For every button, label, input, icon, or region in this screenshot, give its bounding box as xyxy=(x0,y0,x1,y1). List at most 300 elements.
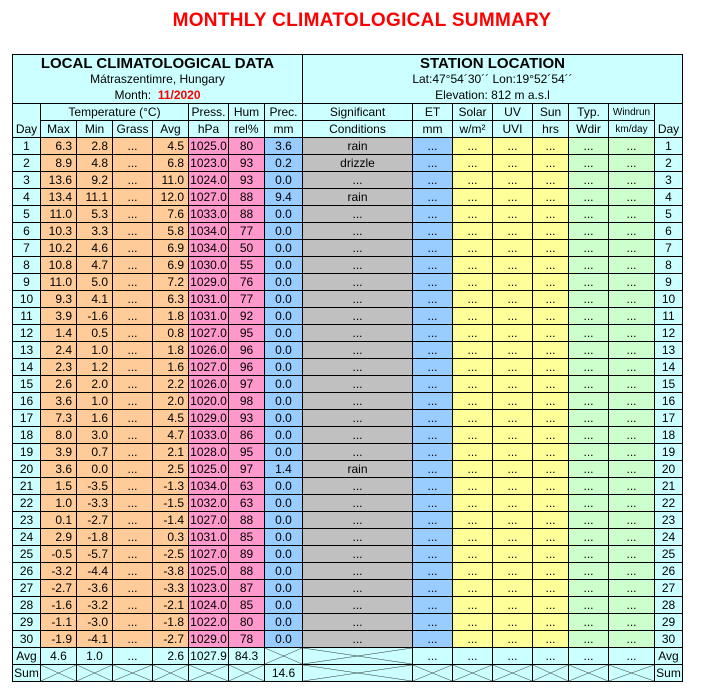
hum-cell: 96 xyxy=(229,342,265,359)
table-row xyxy=(13,444,683,461)
conditions-cell: ... xyxy=(303,563,413,580)
typ-cell: ... xyxy=(569,444,609,461)
grass-cell: ... xyxy=(113,444,153,461)
sum-label: Sum xyxy=(14,665,39,680)
solar-cell: ... xyxy=(453,223,493,240)
hum-cell: 97 xyxy=(229,376,265,393)
avg-cell: -1.8 xyxy=(153,614,189,631)
avg-cell: 5.8 xyxy=(153,223,189,240)
day-cell: 23 xyxy=(13,512,41,529)
sum-avg-cross xyxy=(153,665,189,682)
solar-cell: ... xyxy=(453,291,493,308)
table-row xyxy=(13,614,683,631)
sun-cell: ... xyxy=(533,240,569,257)
station-place: Mátraszentimre, Hungary xyxy=(13,71,303,87)
uv-cell: ... xyxy=(493,206,533,223)
conditions-cell: ... xyxy=(303,308,413,325)
prec-cell: 0.0 xyxy=(265,614,303,631)
table-row xyxy=(13,495,683,512)
conditions-cell: ... xyxy=(303,274,413,291)
prec-cell: 0.0 xyxy=(265,546,303,563)
et-cell: ... xyxy=(413,376,453,393)
typ-cell: ... xyxy=(569,223,609,240)
sum-sun-cross xyxy=(533,665,569,682)
solar-cell: ... xyxy=(453,597,493,614)
day-right-cell: 7 xyxy=(655,240,683,257)
day-right-cell: 18 xyxy=(655,427,683,444)
typ-cell: ... xyxy=(569,427,609,444)
solar-cell: ... xyxy=(453,563,493,580)
prec-cell: 0.0 xyxy=(265,172,303,189)
press-cell: 1030.0 xyxy=(190,257,227,272)
press-cell: 1029.0 xyxy=(190,410,227,425)
typ-cell: ... xyxy=(569,291,609,308)
avg-cell: -1.4 xyxy=(153,512,189,529)
station-coordinates: Lat:47°54´30´´ Lon:19°52´54´´ xyxy=(303,71,683,87)
day-cell: 13 xyxy=(13,342,41,359)
hum-cell: 93 xyxy=(229,410,265,427)
min-cell: 1.0 xyxy=(77,342,113,359)
press-cell: 1027.0 xyxy=(190,189,227,204)
table-row xyxy=(13,529,683,546)
max-cell: 6.3 xyxy=(41,138,77,155)
conditions-cell: drizzle xyxy=(303,155,413,172)
sun-cell: ... xyxy=(533,495,569,512)
et-cell: ... xyxy=(413,274,453,291)
header-day-right: Day xyxy=(655,104,683,138)
min-cell: 5.0 xyxy=(77,274,113,291)
prec-cell: 1.4 xyxy=(265,461,303,478)
sun-cell: ... xyxy=(533,189,569,206)
press-cell: 1025.0 xyxy=(190,563,227,578)
day-right-cell: 2 xyxy=(655,155,683,172)
hum-cell: 63 xyxy=(229,495,265,512)
sun-cell: ... xyxy=(533,461,569,478)
header-press: Press. xyxy=(189,104,229,121)
day-cell: 14 xyxy=(13,359,41,376)
hum-cell: 80 xyxy=(229,138,265,155)
grass-cell: ... xyxy=(113,393,153,410)
uv-cell: ... xyxy=(493,189,533,206)
day-right-cell: 15 xyxy=(655,376,683,393)
station-elevation: Elevation: 812 m a.s.l xyxy=(303,87,683,104)
conditions-cell: ... xyxy=(303,325,413,342)
press-cell: 1034.0 xyxy=(190,478,227,493)
grass-cell: ... xyxy=(113,155,153,172)
day-right-cell: 14 xyxy=(655,359,683,376)
day-cell: 11 xyxy=(13,308,41,325)
avg-sun: ... xyxy=(533,648,569,665)
press-cell: 1027.0 xyxy=(190,512,227,527)
max-cell: 13.6 xyxy=(41,172,77,189)
solar-cell: ... xyxy=(453,631,493,648)
avg-uv: ... xyxy=(493,648,533,665)
hum-cell: 96 xyxy=(229,359,265,376)
et-cell: ... xyxy=(413,495,453,512)
month-label: Month: xyxy=(114,87,152,102)
table-row xyxy=(13,155,683,172)
header-sun-unit: hrs xyxy=(533,121,569,138)
header-temperature: Temperature (°C) xyxy=(41,104,189,121)
typ-cell: ... xyxy=(569,189,609,206)
sun-cell: ... xyxy=(533,393,569,410)
sum-label-right: Sum xyxy=(656,665,681,680)
avg-cell: -2.7 xyxy=(153,631,189,648)
avg-label-right: Avg xyxy=(655,648,683,665)
avg-cell: 1.8 xyxy=(153,342,189,359)
uv-cell: ... xyxy=(493,478,533,495)
et-cell: ... xyxy=(413,206,453,223)
min-cell: -4.4 xyxy=(77,563,113,580)
grass-cell: ... xyxy=(113,512,153,529)
uv-cell: ... xyxy=(493,257,533,274)
conditions-cell: ... xyxy=(303,376,413,393)
solar-cell: ... xyxy=(453,546,493,563)
windrun-cell: ... xyxy=(609,223,655,240)
day-cell: 28 xyxy=(13,597,41,614)
sum-solar-cross xyxy=(453,665,493,682)
avg-row xyxy=(13,648,683,665)
day-cell: 30 xyxy=(13,631,41,648)
solar-cell: ... xyxy=(453,512,493,529)
day-right-cell: 21 xyxy=(655,478,683,495)
day-cell: 12 xyxy=(13,325,41,342)
grass-cell: ... xyxy=(113,206,153,223)
sun-cell: ... xyxy=(533,546,569,563)
max-cell: 3.6 xyxy=(41,461,77,478)
hum-cell: 80 xyxy=(229,614,265,631)
min-cell: 3.0 xyxy=(77,427,113,444)
hum-cell: 85 xyxy=(229,597,265,614)
solar-cell: ... xyxy=(453,257,493,274)
sun-cell: ... xyxy=(533,325,569,342)
uv-cell: ... xyxy=(493,308,533,325)
avg-cell: 12.0 xyxy=(153,189,189,206)
conditions-cell: rain xyxy=(303,138,413,155)
grass-cell: ... xyxy=(113,308,153,325)
et-cell: ... xyxy=(413,427,453,444)
station-location-heading: STATION LOCATION xyxy=(303,55,683,72)
windrun-cell: ... xyxy=(609,172,655,189)
sum-typ-cross xyxy=(569,665,609,682)
sun-cell: ... xyxy=(533,376,569,393)
day-cell: 2 xyxy=(13,155,41,172)
conditions-cell: ... xyxy=(303,529,413,546)
min-cell: 4.8 xyxy=(77,155,113,172)
sun-cell: ... xyxy=(533,291,569,308)
grass-cell: ... xyxy=(113,410,153,427)
grass-cell: ... xyxy=(113,172,153,189)
press-cell: 1025.0 xyxy=(190,461,227,476)
solar-cell: ... xyxy=(453,206,493,223)
min-cell: 0.0 xyxy=(77,461,113,478)
windrun-cell: ... xyxy=(609,376,655,393)
uv-cell: ... xyxy=(493,376,533,393)
max-cell: 11.0 xyxy=(41,274,77,291)
uv-cell: ... xyxy=(493,512,533,529)
avg-cell: -1.5 xyxy=(153,495,189,512)
et-cell: ... xyxy=(413,580,453,597)
typ-cell: ... xyxy=(569,495,609,512)
conditions-cell: ... xyxy=(303,257,413,274)
conditions-cell: ... xyxy=(303,427,413,444)
prec-cell: 0.0 xyxy=(265,308,303,325)
sum-max-cross xyxy=(41,665,77,682)
prec-cell: 0.0 xyxy=(265,410,303,427)
table-row xyxy=(13,512,683,529)
hum-cell: 88 xyxy=(229,189,265,206)
header-windrun: Windrun xyxy=(609,104,655,121)
hum-cell: 78 xyxy=(229,631,265,648)
day-right-cell: 25 xyxy=(655,546,683,563)
min-cell: -3.6 xyxy=(77,580,113,597)
grass-cell: ... xyxy=(113,376,153,393)
prec-cell: 0.0 xyxy=(265,257,303,274)
uv-cell: ... xyxy=(493,495,533,512)
table-row xyxy=(13,189,683,206)
sun-cell: ... xyxy=(533,172,569,189)
max-cell: 2.6 xyxy=(41,376,77,393)
press-cell: 1029.0 xyxy=(190,274,227,289)
windrun-cell: ... xyxy=(609,240,655,257)
max-cell: 7.3 xyxy=(41,410,77,427)
header-solar: Solar xyxy=(453,104,493,121)
max-cell: 11.0 xyxy=(41,206,77,223)
uv-cell: ... xyxy=(493,342,533,359)
solar-cell: ... xyxy=(453,308,493,325)
avg-cell: 0.8 xyxy=(153,325,189,342)
max-cell: 2.9 xyxy=(41,529,77,546)
hum-cell: 95 xyxy=(229,325,265,342)
et-cell: ... xyxy=(413,240,453,257)
typ-cell: ... xyxy=(569,359,609,376)
day-right-cell: 29 xyxy=(655,614,683,631)
et-cell: ... xyxy=(413,223,453,240)
sun-cell: ... xyxy=(533,342,569,359)
conditions-cell: ... xyxy=(303,546,413,563)
avg-typ: ... xyxy=(569,648,609,665)
typ-cell: ... xyxy=(569,393,609,410)
sum-et-cross xyxy=(413,665,453,682)
press-cell: 1034.0 xyxy=(190,240,227,255)
solar-cell: ... xyxy=(453,359,493,376)
sun-cell: ... xyxy=(533,580,569,597)
press-cell: 1028.0 xyxy=(190,444,227,459)
prec-cell: 0.0 xyxy=(265,206,303,223)
avg-cell: 7.2 xyxy=(153,274,189,291)
day-right-cell: 17 xyxy=(655,410,683,427)
conditions-cell: ... xyxy=(303,410,413,427)
table-row xyxy=(13,427,683,444)
min-cell: -3.2 xyxy=(77,597,113,614)
header-et-unit: mm xyxy=(413,121,453,138)
uv-cell: ... xyxy=(493,359,533,376)
press-cell: 1022.0 xyxy=(190,614,227,629)
prec-cell: 0.0 xyxy=(265,529,303,546)
header-hum-unit: rel% xyxy=(229,121,265,138)
hum-cell: 98 xyxy=(229,393,265,410)
max-cell: -2.7 xyxy=(41,580,77,597)
hum-cell: 63 xyxy=(229,478,265,495)
press-cell: 1026.0 xyxy=(190,376,227,391)
et-cell: ... xyxy=(413,189,453,206)
day-right-cell: 20 xyxy=(655,461,683,478)
conditions-cell: rain xyxy=(303,189,413,206)
sun-cell: ... xyxy=(533,478,569,495)
min-cell: 5.3 xyxy=(77,206,113,223)
grass-cell: ... xyxy=(113,274,153,291)
hum-cell: 93 xyxy=(229,172,265,189)
month-line xyxy=(13,87,303,104)
max-cell: 10.2 xyxy=(41,240,77,257)
windrun-cell: ... xyxy=(609,257,655,274)
et-cell: ... xyxy=(413,325,453,342)
grass-cell: ... xyxy=(113,325,153,342)
day-right-cell: 13 xyxy=(655,342,683,359)
table-row xyxy=(13,410,683,427)
max-cell: 2.4 xyxy=(41,342,77,359)
min-cell: 9.2 xyxy=(77,172,113,189)
et-cell: ... xyxy=(413,614,453,631)
day-right-cell: 3 xyxy=(655,172,683,189)
hum-cell: 77 xyxy=(229,223,265,240)
day-cell: 8 xyxy=(13,257,41,274)
typ-cell: ... xyxy=(569,172,609,189)
windrun-cell: ... xyxy=(609,325,655,342)
max-cell: 3.6 xyxy=(41,393,77,410)
conditions-cell: ... xyxy=(303,512,413,529)
header-significant: Significant xyxy=(303,104,413,121)
sun-cell: ... xyxy=(533,155,569,172)
sun-cell: ... xyxy=(533,274,569,291)
uv-cell: ... xyxy=(493,325,533,342)
grass-cell: ... xyxy=(113,563,153,580)
windrun-cell: ... xyxy=(609,563,655,580)
conditions-cell: ... xyxy=(303,393,413,410)
grass-cell: ... xyxy=(113,257,153,274)
hum-cell: 97 xyxy=(229,461,265,478)
solar-cell: ... xyxy=(453,393,493,410)
table-row xyxy=(13,291,683,308)
conditions-cell: rain xyxy=(303,461,413,478)
header-grass: Grass xyxy=(113,121,153,138)
grass-cell: ... xyxy=(113,138,153,155)
hum-cell: 92 xyxy=(229,308,265,325)
uv-cell: ... xyxy=(493,529,533,546)
avg-cell: 1.8 xyxy=(153,308,189,325)
windrun-cell: ... xyxy=(609,138,655,155)
day-right-cell: 5 xyxy=(655,206,683,223)
avg-cell: -2.1 xyxy=(153,597,189,614)
hum-cell: 86 xyxy=(229,427,265,444)
sum-windrun-cross xyxy=(609,665,655,682)
max-cell: 8.0 xyxy=(41,427,77,444)
min-cell: 1.2 xyxy=(77,359,113,376)
max-cell: 1.5 xyxy=(41,478,77,495)
table-row xyxy=(13,325,683,342)
day-cell: 17 xyxy=(13,410,41,427)
sun-cell: ... xyxy=(533,631,569,648)
typ-cell: ... xyxy=(569,631,609,648)
sun-cell: ... xyxy=(533,359,569,376)
press-cell: 1027.0 xyxy=(190,325,227,340)
max-cell: 1.4 xyxy=(41,325,77,342)
avg-min: 1.0 xyxy=(77,648,113,665)
uv-cell: ... xyxy=(493,291,533,308)
et-cell: ... xyxy=(413,529,453,546)
min-cell: -3.5 xyxy=(77,478,113,495)
max-cell: 3.9 xyxy=(41,308,77,325)
windrun-cell: ... xyxy=(609,155,655,172)
header-hum: Hum xyxy=(229,104,265,121)
solar-cell: ... xyxy=(453,461,493,478)
uv-cell: ... xyxy=(493,546,533,563)
table-row xyxy=(13,342,683,359)
et-cell: ... xyxy=(413,172,453,189)
sum-row xyxy=(13,665,683,682)
typ-cell: ... xyxy=(569,240,609,257)
max-cell: 9.3 xyxy=(41,291,77,308)
typ-cell: ... xyxy=(569,206,609,223)
day-cell: 21 xyxy=(13,478,41,495)
avg-cell: 4.7 xyxy=(153,427,189,444)
avg-cell: 2.5 xyxy=(153,461,189,478)
min-cell: -4.1 xyxy=(77,631,113,648)
min-cell: 4.7 xyxy=(77,257,113,274)
prec-cell: 0.0 xyxy=(265,495,303,512)
uv-cell: ... xyxy=(493,410,533,427)
typ-cell: ... xyxy=(569,308,609,325)
day-right-cell: 1 xyxy=(655,138,683,155)
conditions-cell: ... xyxy=(303,342,413,359)
sum-grass-cross xyxy=(113,665,153,682)
press-cell: 1033.0 xyxy=(190,427,227,442)
solar-cell: ... xyxy=(453,155,493,172)
conditions-cell: ... xyxy=(303,206,413,223)
windrun-cell: ... xyxy=(609,206,655,223)
solar-cell: ... xyxy=(453,172,493,189)
sun-cell: ... xyxy=(533,138,569,155)
typ-cell: ... xyxy=(569,274,609,291)
grass-cell: ... xyxy=(113,631,153,648)
windrun-cell: ... xyxy=(609,461,655,478)
day-cell: 10 xyxy=(13,291,41,308)
hum-cell: 76 xyxy=(229,274,265,291)
sun-cell: ... xyxy=(533,563,569,580)
sun-cell: ... xyxy=(533,206,569,223)
prec-cell: 0.0 xyxy=(265,223,303,240)
conditions-cell: ... xyxy=(303,614,413,631)
uv-cell: ... xyxy=(493,427,533,444)
press-cell: 1020.0 xyxy=(190,393,227,408)
grass-cell: ... xyxy=(113,597,153,614)
typ-cell: ... xyxy=(569,155,609,172)
avg-cell: 4.5 xyxy=(153,410,189,427)
windrun-cell: ... xyxy=(609,580,655,597)
uv-cell: ... xyxy=(493,240,533,257)
header-day: Day xyxy=(13,104,41,138)
solar-cell: ... xyxy=(453,444,493,461)
prec-cell: 9.4 xyxy=(265,189,303,206)
sun-cell: ... xyxy=(533,597,569,614)
sun-cell: ... xyxy=(533,512,569,529)
windrun-cell: ... xyxy=(609,291,655,308)
header-solar-unit: w/m² xyxy=(453,121,493,138)
max-cell: -3.2 xyxy=(41,563,77,580)
day-right-cell: 10 xyxy=(655,291,683,308)
conditions-cell: ... xyxy=(303,240,413,257)
prec-cell: 0.0 xyxy=(265,427,303,444)
